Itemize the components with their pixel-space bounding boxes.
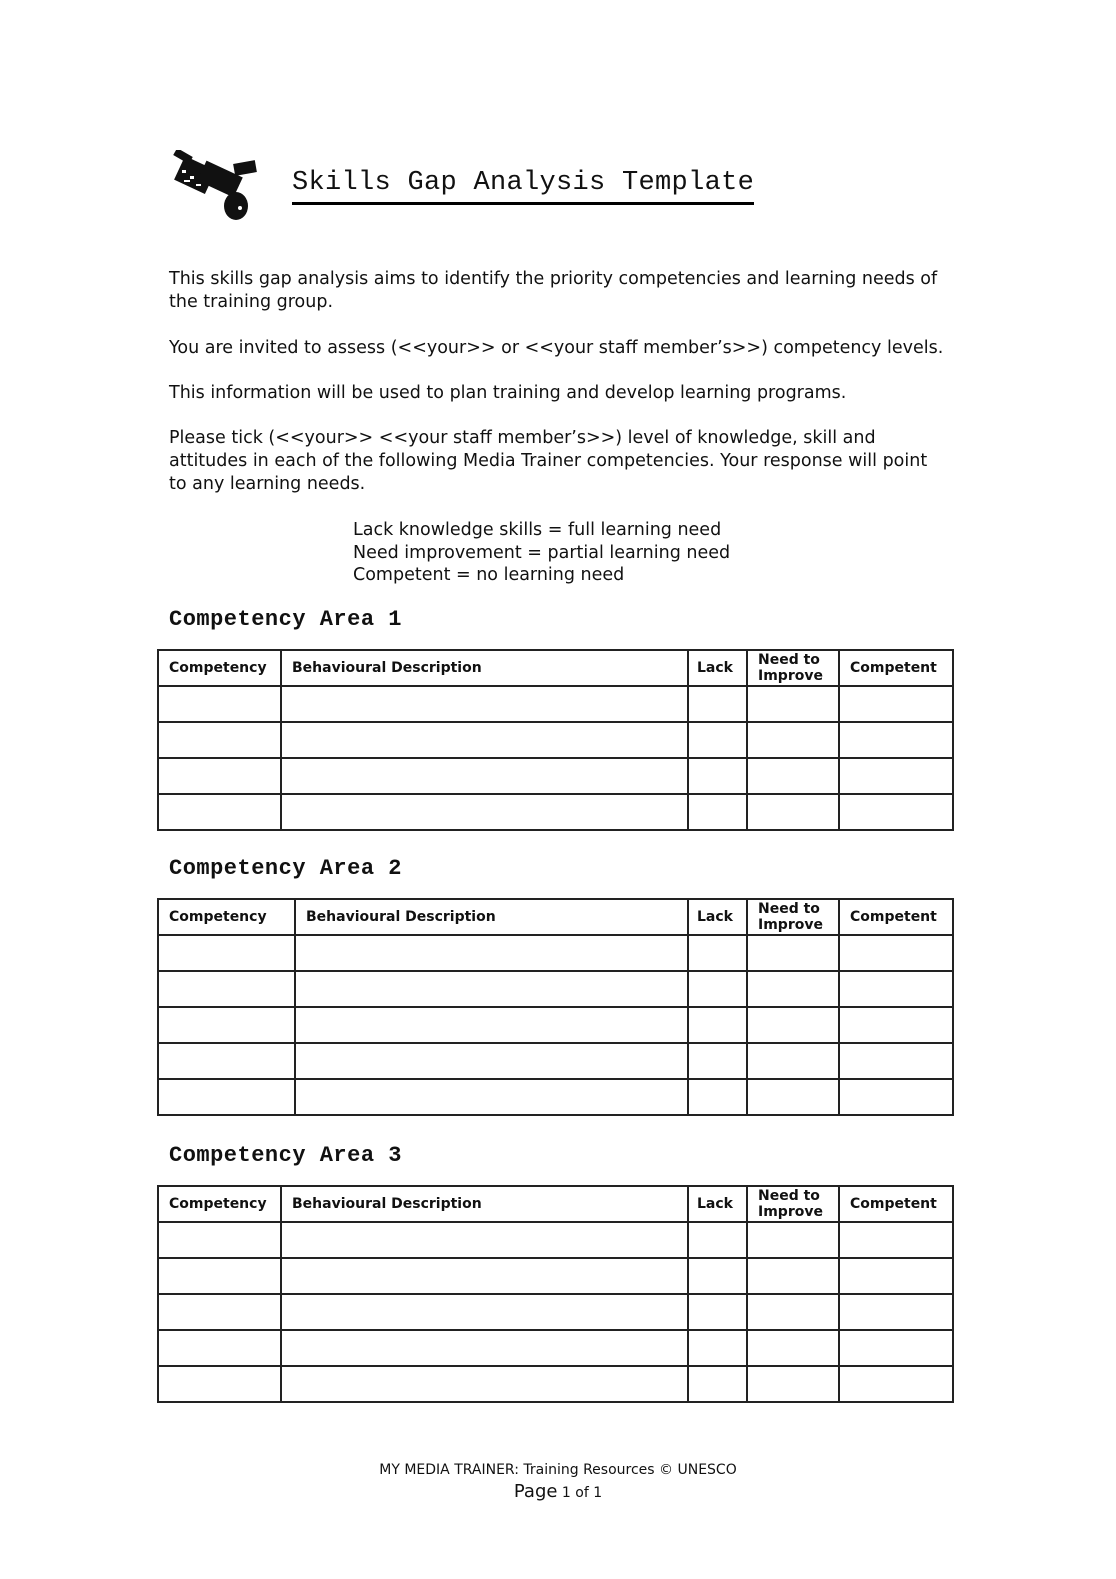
cell-need-to-improve[interactable]: [747, 1330, 839, 1366]
cell-need-to-improve[interactable]: [747, 1366, 839, 1402]
table-header-row: [158, 899, 953, 935]
col-need-to-improve: Need to Improve: [747, 899, 839, 935]
col-lack: Lack: [688, 1186, 747, 1222]
page-count: 1 of 1: [561, 1485, 603, 1501]
col-competent: Competent: [839, 899, 953, 935]
cell-lack[interactable]: [688, 722, 747, 758]
page-title: Skills Gap Analysis Template: [292, 168, 754, 205]
table-header-row: [158, 650, 953, 686]
cell-competent[interactable]: [839, 1294, 953, 1330]
table-row: [158, 1222, 953, 1258]
cell-competency[interactable]: [158, 971, 295, 1007]
col-need-to-improve: Need to Improve: [747, 1186, 839, 1222]
cell-description[interactable]: [281, 1222, 688, 1258]
cell-competency[interactable]: [158, 794, 281, 830]
cell-competent[interactable]: [839, 758, 953, 794]
cell-description[interactable]: [281, 686, 688, 722]
table-row: [158, 971, 953, 1007]
col-description: Behavioural Description: [295, 899, 688, 935]
cell-description[interactable]: [295, 971, 688, 1007]
cell-lack[interactable]: [688, 1330, 747, 1366]
col-description: Behavioural Description: [281, 1186, 688, 1222]
cell-need-to-improve[interactable]: [747, 1043, 839, 1079]
cell-lack[interactable]: [688, 758, 747, 794]
cell-need-to-improve[interactable]: [747, 1294, 839, 1330]
cell-lack[interactable]: [688, 1294, 747, 1330]
col-competent: Competent: [839, 650, 953, 686]
table-row: [158, 935, 953, 971]
table-row: [158, 758, 953, 794]
table-row: [158, 686, 953, 722]
cell-competent[interactable]: [839, 1366, 953, 1402]
cell-competent[interactable]: [839, 935, 953, 971]
cell-competency[interactable]: [158, 1007, 295, 1043]
cell-lack[interactable]: [688, 1258, 747, 1294]
cell-lack[interactable]: [688, 1007, 747, 1043]
cell-competent[interactable]: [839, 971, 953, 1007]
intro-paragraph-3: Please tick (<<your>> <<your staff member’s>>) level of knowledge, skill and attitudes in each of the following Media Trainer competencies. Your response will point to any learning needs.: [169, 428, 928, 494]
legend-item-competent: Competent = no learning need: [353, 565, 625, 585]
col-competency: Competency: [158, 899, 295, 935]
cell-competency[interactable]: [158, 1043, 295, 1079]
col-competent: Competent: [839, 1186, 953, 1222]
cell-competency[interactable]: [158, 686, 281, 722]
table-row: [158, 1258, 953, 1294]
intro-paragraph-2b: This information will be used to plan training and develop learning programs.: [169, 383, 847, 403]
cell-description[interactable]: [281, 758, 688, 794]
cell-description[interactable]: [281, 794, 688, 830]
cell-competency[interactable]: [158, 1258, 281, 1294]
table-row: [158, 1079, 953, 1115]
col-need-to-improve: Need to Improve: [747, 650, 839, 686]
cell-competency[interactable]: [158, 758, 281, 794]
cell-need-to-improve[interactable]: [747, 1007, 839, 1043]
cell-description[interactable]: [295, 1007, 688, 1043]
competency-area-2-heading: Competency Area 2: [169, 856, 402, 881]
cell-competent[interactable]: [839, 1330, 953, 1366]
table-row: [158, 1294, 953, 1330]
cell-competent[interactable]: [839, 1079, 953, 1115]
page-number: [0, 1481, 1116, 1502]
intro-paragraph-1: This skills gap analysis aims to identify the priority competencies and learning needs of the training group.: [169, 269, 938, 312]
cell-competent[interactable]: [839, 1222, 953, 1258]
cell-competency[interactable]: [158, 1366, 281, 1402]
cell-competency[interactable]: [158, 1222, 281, 1258]
table-row: [158, 794, 953, 830]
cell-competency[interactable]: [158, 1079, 295, 1115]
cell-competency[interactable]: [158, 935, 295, 971]
table-row: [158, 722, 953, 758]
table-header-row: [158, 1186, 953, 1222]
cell-lack[interactable]: [688, 971, 747, 1007]
intro-paragraph-2a: You are invited to assess (<<your>> or <<your staff member’s>>) competency levels.: [169, 338, 944, 358]
cell-description[interactable]: [281, 722, 688, 758]
competency-area-3-heading: Competency Area 3: [169, 1143, 402, 1168]
cell-competent[interactable]: [839, 1043, 953, 1079]
cell-description[interactable]: [281, 1258, 688, 1294]
cell-need-to-improve[interactable]: [747, 794, 839, 830]
cell-need-to-improve[interactable]: [747, 1258, 839, 1294]
cell-need-to-improve[interactable]: [747, 686, 839, 722]
cell-competent[interactable]: [839, 722, 953, 758]
competency-area-1-table: [157, 649, 954, 831]
cell-competency[interactable]: [158, 722, 281, 758]
cell-competency[interactable]: [158, 1294, 281, 1330]
competency-area-2-table: [157, 898, 954, 1116]
video-camera-icon: [170, 150, 270, 225]
cell-need-to-improve[interactable]: [747, 971, 839, 1007]
cell-lack[interactable]: [688, 1079, 747, 1115]
legend-item-lack: Lack knowledge skills = full learning need: [353, 520, 722, 540]
competency-area-3-table: [157, 1185, 954, 1403]
cell-competency[interactable]: [158, 1330, 281, 1366]
rating-legend: [353, 519, 730, 587]
cell-need-to-improve[interactable]: [747, 758, 839, 794]
cell-lack[interactable]: [688, 794, 747, 830]
document-header: [170, 150, 810, 230]
table-row: [158, 1007, 953, 1043]
cell-need-to-improve[interactable]: [747, 1079, 839, 1115]
table-row: [158, 1366, 953, 1402]
cell-description[interactable]: [295, 935, 688, 971]
cell-description[interactable]: [281, 1330, 688, 1366]
cell-competent[interactable]: [839, 686, 953, 722]
cell-lack[interactable]: [688, 935, 747, 971]
legend-item-improve: Need improvement = partial learning need: [353, 542, 731, 563]
cell-need-to-improve[interactable]: [747, 722, 839, 758]
cell-competent[interactable]: [839, 1258, 953, 1294]
cell-lack[interactable]: [688, 1222, 747, 1258]
footer-credit: MY MEDIA TRAINER: Training Resources © UNESCO: [379, 1462, 737, 1478]
cell-lack[interactable]: [688, 1366, 747, 1402]
cell-description[interactable]: [295, 1079, 688, 1115]
col-description: Behavioural Description: [281, 650, 688, 686]
cell-description[interactable]: [295, 1043, 688, 1079]
cell-need-to-improve[interactable]: [747, 935, 839, 971]
col-lack: Lack: [688, 899, 747, 935]
col-lack: Lack: [688, 650, 747, 686]
cell-description[interactable]: [281, 1366, 688, 1402]
cell-competent[interactable]: [839, 794, 953, 830]
cell-competent[interactable]: [839, 1007, 953, 1043]
cell-need-to-improve[interactable]: [747, 1222, 839, 1258]
table-row: [158, 1043, 953, 1079]
col-competency: Competency: [158, 650, 281, 686]
competency-area-1-heading: Competency Area 1: [169, 607, 402, 632]
page-word: Page: [513, 1481, 558, 1502]
table-row: [158, 1330, 953, 1366]
col-competency: Competency: [158, 1186, 281, 1222]
cell-lack[interactable]: [688, 686, 747, 722]
cell-description[interactable]: [281, 1294, 688, 1330]
cell-lack[interactable]: [688, 1043, 747, 1079]
